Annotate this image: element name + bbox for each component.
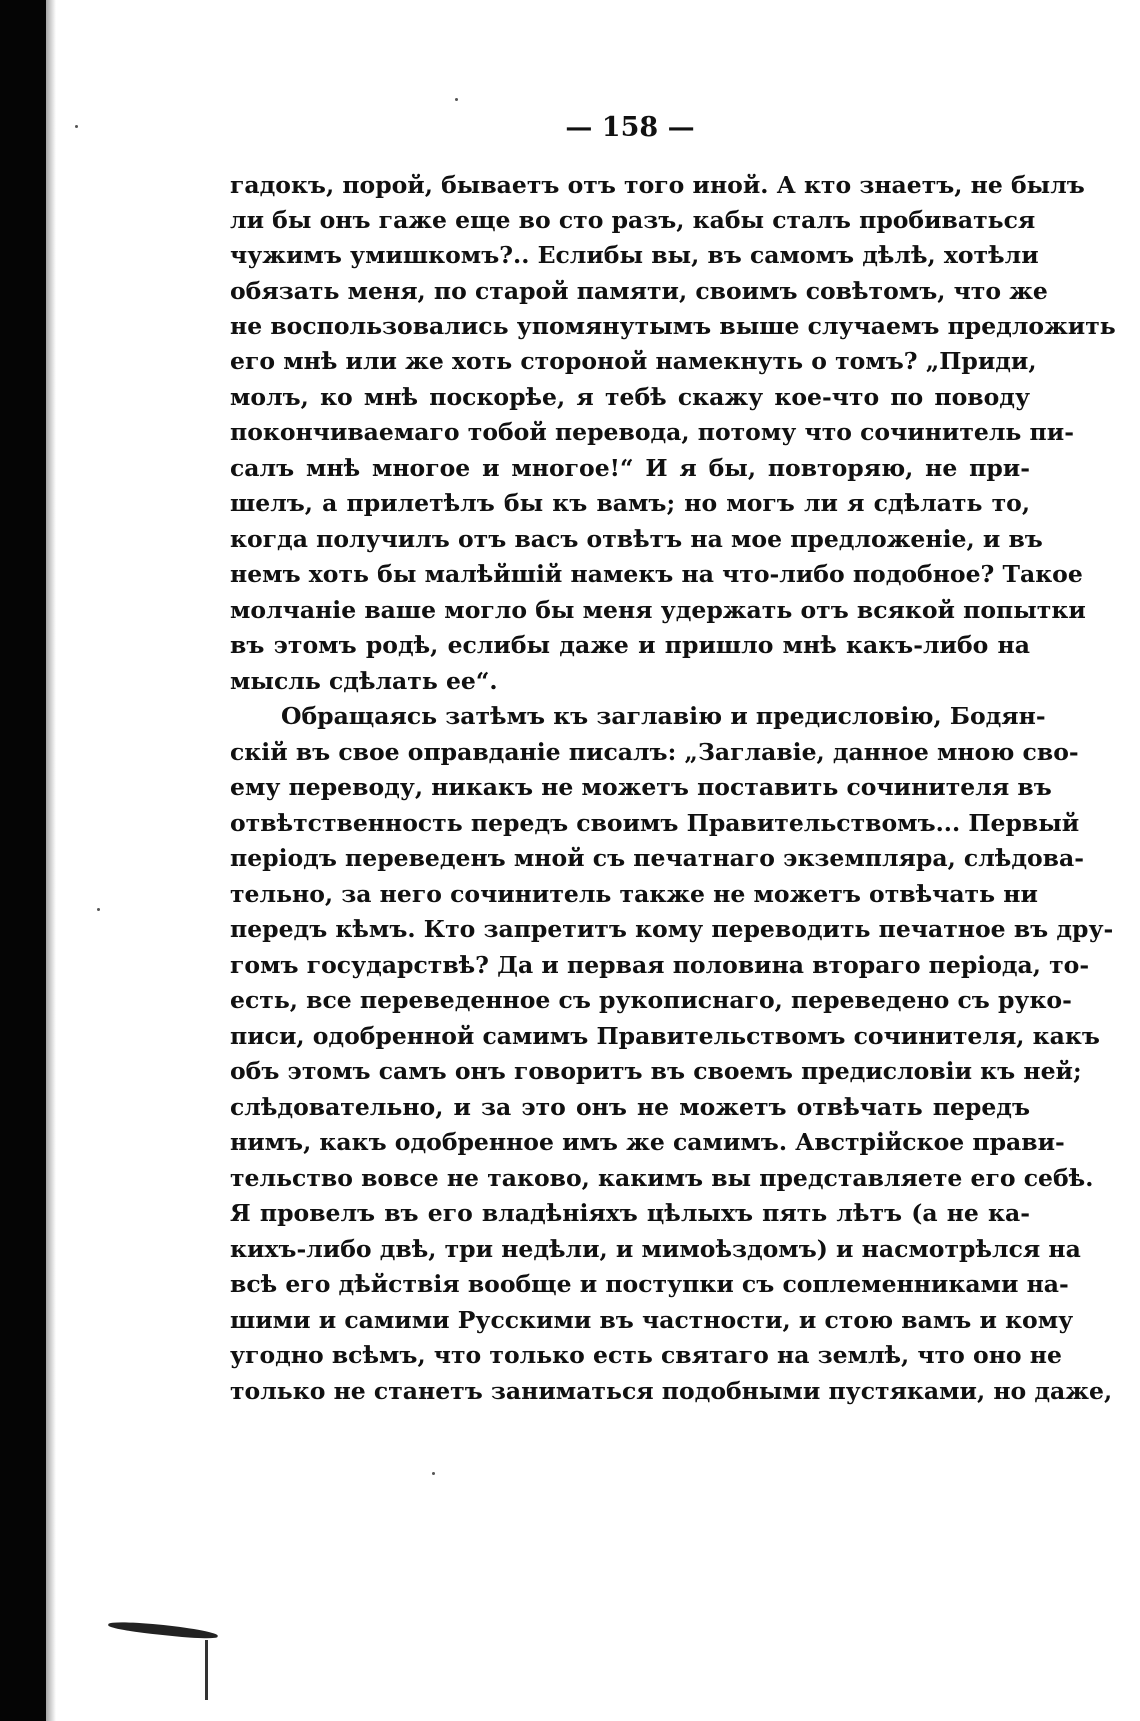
text-line: гомъ государствѣ? Да и первая половина втораго періода, то- (230, 951, 1090, 979)
text-line: салъ мнѣ многое и многое!“ И я бы, повторяю, не при- (230, 454, 1030, 482)
text-line: передъ кѣмъ. Кто запретитъ кому переводить печатное въ дру- (230, 915, 1114, 943)
text-line: когда получилъ отъ васъ отвѣтъ на мое предложеніе, и въ (230, 525, 1043, 553)
text-line: объ этомъ самъ онъ говоритъ въ своемъ предисловіи къ ней; (230, 1057, 1082, 1085)
text-line: чужимъ умишкомъ?.. Еслибы вы, въ самомъ дѣлѣ, хотѣли (230, 241, 1039, 269)
text-line: тельно, за него сочинитель также не можетъ отвѣчать ни (230, 880, 1038, 908)
ink-speck (75, 125, 78, 128)
text-line: угодно всѣмъ, что только есть святаго на землѣ, что оно не (230, 1341, 1062, 1369)
ink-speck (455, 98, 458, 101)
ink-speck (97, 908, 100, 911)
text-line: обязать меня, по старой памяти, своимъ совѣтомъ, что же (230, 277, 1048, 305)
text-line: шелъ, а прилетѣлъ бы къ вамъ; но могъ ли я сдѣлать то, (230, 489, 1030, 517)
text-line: въ этомъ родѣ, еслибы даже и пришло мнѣ какъ-либо на (230, 631, 1030, 659)
ink-mark (205, 1640, 208, 1700)
text-line: всѣ его дѣйствія вообще и поступки съ соплеменниками на- (230, 1270, 1069, 1298)
text-line: покончиваемаго тобой перевода, потому что сочинитель пи- (230, 418, 1074, 446)
text-line: нимъ, какъ одобренное имъ же самимъ. Австрійское прави- (230, 1128, 1065, 1156)
text-line: молъ, ко мнѣ поскорѣе, я тебѣ скажу кое-что по поводу (230, 383, 1030, 411)
text-line: отвѣтственность передъ своимъ Правительствомъ... Первый (230, 809, 1080, 837)
text-line: его мнѣ или же хоть стороной намекнуть о томъ? „Приди, (230, 347, 1037, 375)
page-number: — 158 — (565, 112, 695, 143)
binding-shadow (46, 0, 56, 1721)
text-line: немъ хоть бы малѣйшій намекъ на что-либо подобное? Такое (230, 560, 1083, 588)
text-line: слѣдовательно, и за это онъ не можетъ отвѣчать передъ (230, 1093, 1030, 1121)
text-line: ли бы онъ гаже еще во сто разъ, кабы сталъ пробиваться (230, 206, 1036, 234)
text-line: есть, все переведенное съ рукописнаго, переведено съ руко- (230, 986, 1072, 1014)
text-line: тельство вовсе не таково, какимъ вы представляете его себѣ. (230, 1164, 1094, 1192)
ink-speck (432, 1472, 435, 1475)
text-line: Обращаясь затѣмъ къ заглавію и предисловію, Бодян- (281, 702, 1046, 730)
text-line: скій въ свое оправданіе писалъ: „Заглавіе, данное мною сво- (230, 738, 1079, 766)
text-line: шими и самими Русскими въ частности, и стою вамъ и кому (230, 1306, 1074, 1334)
text-line: не воспользовались упомянутымъ выше случаемъ предложить (230, 312, 1116, 340)
text-line: кихъ-либо двѣ, три недѣли, и мимоѣздомъ) и насмотрѣлся на (230, 1235, 1081, 1263)
text-line: періодъ переведенъ мной съ печатнаго экземпляра, слѣдова- (230, 844, 1084, 872)
text-line: только не станетъ заниматься подобными пустяками, но даже, (230, 1377, 1113, 1405)
binding-edge (0, 0, 46, 1721)
text-line: писи, одобренной самимъ Правительствомъ сочинителя, какъ (230, 1022, 1100, 1050)
ink-smudge (108, 1619, 218, 1640)
text-line: ему переводу, никакъ не можетъ поставить сочинителя въ (230, 773, 1052, 801)
text-line: молчаніе ваше могло бы меня удержать отъ всякой попытки (230, 596, 1086, 624)
text-line: гадокъ, порой, бываетъ отъ того иной. А кто знаетъ, не былъ (230, 171, 1085, 199)
text-line: мысль сдѣлать ее“. (230, 667, 498, 695)
text-line: Я провелъ въ его владѣніяхъ цѣлыхъ пять лѣтъ (а не ка- (230, 1199, 1030, 1227)
